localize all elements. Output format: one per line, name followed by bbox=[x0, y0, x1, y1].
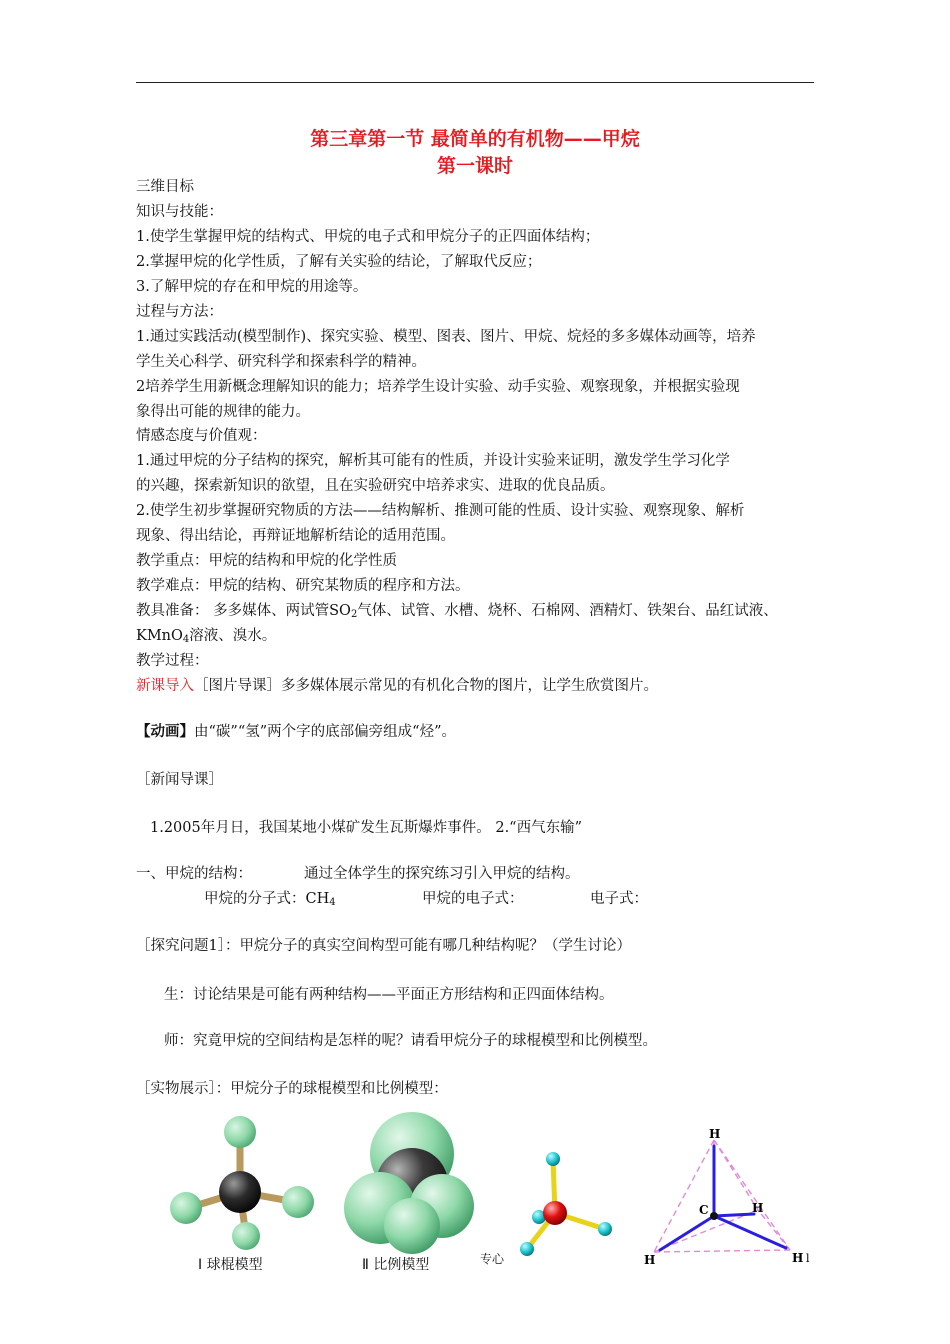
process-line: 学生关心科学、研究科学和探索科学的精神。 bbox=[136, 354, 426, 370]
difficulty: 教学难点：甲烷的结构、研究某物质的程序和方法。 bbox=[136, 578, 470, 594]
hydrogen-atom bbox=[546, 1152, 560, 1166]
intro-line: 新课导入［图片导课］多多媒体展示常见的有机化合物的图片，让学生欣赏图片。 bbox=[136, 678, 658, 694]
caption-ball-stick: Ⅰ 球棍模型 bbox=[198, 1257, 263, 1273]
footer-fragment: 专心 bbox=[480, 1252, 505, 1266]
skill-item: 1.使学生掌握甲烷的结构式、甲烷的电子式和甲烷分子的正四面体结构； bbox=[136, 229, 600, 245]
molecular-formula: 甲烷的分子式：$CH_4$ bbox=[204, 891, 336, 908]
tools-line-2: KMnO$_4$溶液、溴水。 bbox=[136, 628, 277, 645]
atom-label-c: C bbox=[699, 1203, 709, 1217]
hydrogen-atom bbox=[520, 1242, 534, 1256]
hydrogen-atom bbox=[170, 1192, 202, 1224]
space-filling-model-figure bbox=[340, 1108, 480, 1258]
teacher-line: 师：究竟甲烷的空间结构是怎样的呢？请看甲烷分子的球棍模型和比例模型。 bbox=[164, 1033, 657, 1049]
atom-label-h: H bbox=[644, 1253, 656, 1267]
section-1-heading: 一、甲烷的结构： bbox=[136, 866, 252, 882]
emotion-line: 现象、得出结论，再辩证地解析结论的适用范围。 bbox=[136, 528, 455, 544]
student-answer: 生：讨论结果是可能有两种结构——平面正方形结构和正四面体结构。 bbox=[164, 987, 614, 1003]
hydrogen-atom bbox=[598, 1222, 612, 1236]
intro-highlight: 新课导入 bbox=[136, 678, 194, 694]
process-line: 象得出可能的规律的能力。 bbox=[136, 404, 310, 420]
news-item: 1.2005年月日，我国某地小煤矿发生瓦斯爆炸事件。 2.“西气东输” bbox=[150, 820, 583, 836]
section-1-text: 通过全体学生的探究练习引入甲烷的结构。 bbox=[304, 866, 580, 882]
doc-title: 第三章第一节 最简单的有机物——甲烷 bbox=[310, 128, 640, 150]
animation-line: 【动画】由“碳”“氢”两个字的底部偏旁组成“烃”。 bbox=[136, 723, 456, 740]
header-rule bbox=[136, 82, 814, 83]
emotion-line: 的兴趣，探索新知识的欲望，且在实验研究中培养求实、进取的优良品质。 bbox=[136, 478, 615, 494]
display-line: ［实物展示］：甲烷分子的球棍模型和比例模型： bbox=[136, 1081, 448, 1097]
process-line: 1.通过实践活动(模型制作)、探究实验、模型、图表、图片、甲烷、烷烃的多多媒体动画等，培养 bbox=[136, 329, 756, 345]
hydrogen-atom bbox=[224, 1116, 256, 1148]
process-line: 2培养学生用新概念理解知识的能力；培养学生设计实验、动手实验、观察现象，并根据实验现 bbox=[136, 379, 740, 395]
skills-heading: 知识与技能： bbox=[136, 204, 223, 220]
process-label: 教学过程： bbox=[136, 653, 209, 669]
carbon-atom bbox=[543, 1201, 567, 1225]
skill-item: 2.掌握甲烷的化学性质，了解有关实验的结论，了解取代反应； bbox=[136, 254, 542, 270]
edge-fragment: l bbox=[806, 1252, 810, 1265]
carbon-atom bbox=[219, 1171, 261, 1213]
skill-item: 3.了解甲烷的存在和甲烷的用途等。 bbox=[136, 279, 368, 295]
emotion-line: 1.通过甲烷的分子结构的探究，解析其可能有的性质，并设计实验来证明，激发学生学习化学 bbox=[136, 453, 730, 469]
doc-subtitle: 第一课时 bbox=[436, 155, 513, 177]
atom-label-h: H bbox=[709, 1127, 721, 1141]
emotion-heading: 情感态度与价值观： bbox=[136, 428, 267, 444]
hydrogen-atom bbox=[282, 1186, 314, 1218]
tools-line-1: 教具准备： 多多媒体、两试管$SO_2$气体、试管、水槽、烧杯、石棉网、酒精灯、铁架台、品红试液、 bbox=[136, 603, 778, 620]
news-label: ［新闻导课］ bbox=[136, 772, 223, 788]
emotion-line: 2.使学生初步掌握研究物质的方法——结构解析、推测可能的性质、设计实验、观察现象、解析 bbox=[136, 503, 745, 519]
caption-space-filling: Ⅱ 比例模型 bbox=[362, 1257, 430, 1273]
hydrogen-atom bbox=[232, 1222, 260, 1250]
tetrahedron-diagram-figure bbox=[640, 1124, 815, 1274]
atom-label-h: H bbox=[792, 1251, 804, 1265]
carbon-center bbox=[710, 1212, 718, 1220]
key-point: 教学重点：甲烷的结构和甲烷的化学性质 bbox=[136, 553, 397, 569]
question-1: ［探究问题1］：甲烷分子的真实空间构型可能有哪几种结构呢？（学生讨论） bbox=[136, 938, 631, 954]
electron-formula-label: 甲烷的电子式： bbox=[422, 891, 524, 907]
ball-stick-model-figure bbox=[160, 1110, 320, 1260]
atom-label-h: H bbox=[752, 1201, 764, 1215]
goals-heading: 三维目标 bbox=[136, 179, 194, 195]
process-heading: 过程与方法： bbox=[136, 304, 223, 320]
electron-formula-label-2: 电子式： bbox=[590, 891, 648, 907]
colored-ball-model-figure bbox=[505, 1145, 625, 1265]
